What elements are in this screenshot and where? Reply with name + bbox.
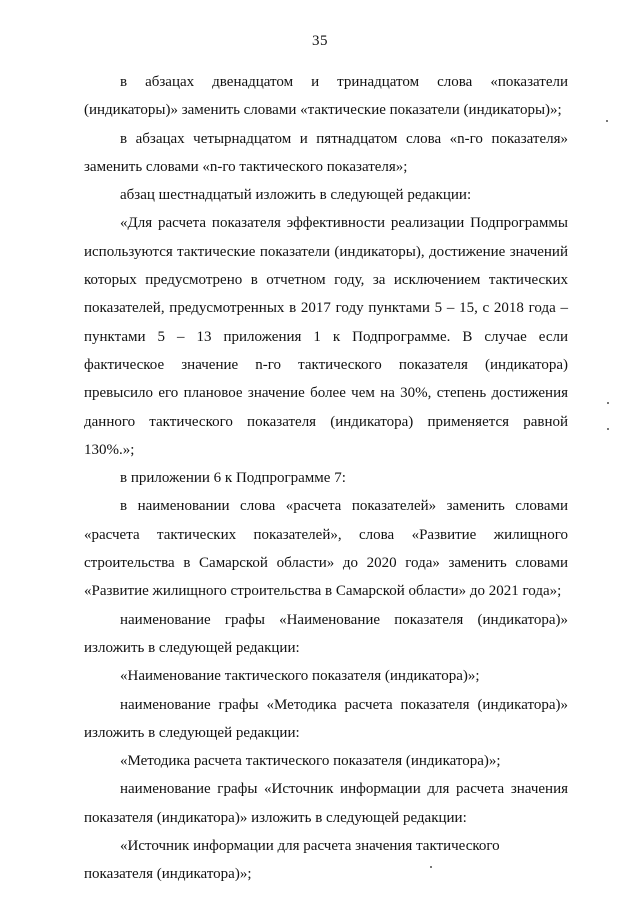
- scan-speck: [607, 402, 609, 404]
- paragraph-5: в приложении 6 к Подпрограмме 7:: [120, 470, 346, 487]
- paragraph-9: наименование графы «Методика расчета показателя (индикатора)» изложить в следующей редакции:: [84, 696, 568, 741]
- paragraph-2: в абзацах четырнадцатом и пятнадцатом слова «n-го показателя» заменить словами «n-го тактического показателя»;: [84, 130, 568, 175]
- paragraph-12: «Источник информации для расчета значения тактического показателя (индикатора)»;: [84, 838, 500, 883]
- paragraph-1: в абзацах двенадцатом и тринадцатом слова «показатели (индикаторы)» заменить словами «тактические показатели (индикаторы)»;: [84, 74, 568, 119]
- scan-speck: [606, 120, 608, 122]
- paragraph-10: «Методика расчета тактического показателя (индикатора)»;: [120, 753, 501, 770]
- paragraph-4: «Для расчета показателя эффективности реализации Подпрограммы используются тактические показатели (индикаторы), достижение значений которых предусмотрено в отчетном году, за исключением тактических показателей, предусмотренных в 2017 году пунктами 5 – 15, с 2018 года – пунктами 5 – 13 приложения 1 к Подпрограмме. В случае если фактическое значение n-го тактического показателя (индикатора) превысило его плановое значение более чем на 30%, степень достижения данного тактического показателя (индикатора) применяется равной 130%.»;: [84, 215, 568, 458]
- document-body: [84, 68, 568, 889]
- paragraph-11: наименование графы «Источник информации для расчета значения показателя (индикатора)» изложить в следующей редакции:: [84, 781, 568, 826]
- paragraph-6: в наименовании слова «расчета показателей» заменить словами «расчета тактических показателей», слова «Развитие жилищного строительства в Самарской области» до 2020 года» заменить словами «Развитие жилищного строительства в Самарской области» до 2021 года»;: [84, 498, 568, 600]
- paragraph-7: наименование графы «Наименование показателя (индикатора)» изложить в следующей редакции:: [84, 611, 568, 656]
- scan-speck: [430, 866, 432, 868]
- paragraph-3: абзац шестнадцатый изложить в следующей редакции:: [120, 187, 472, 204]
- page-number: 35: [312, 33, 328, 49]
- paragraph-8: «Наименование тактического показателя (индикатора)»;: [120, 668, 480, 685]
- scan-speck: [607, 428, 609, 430]
